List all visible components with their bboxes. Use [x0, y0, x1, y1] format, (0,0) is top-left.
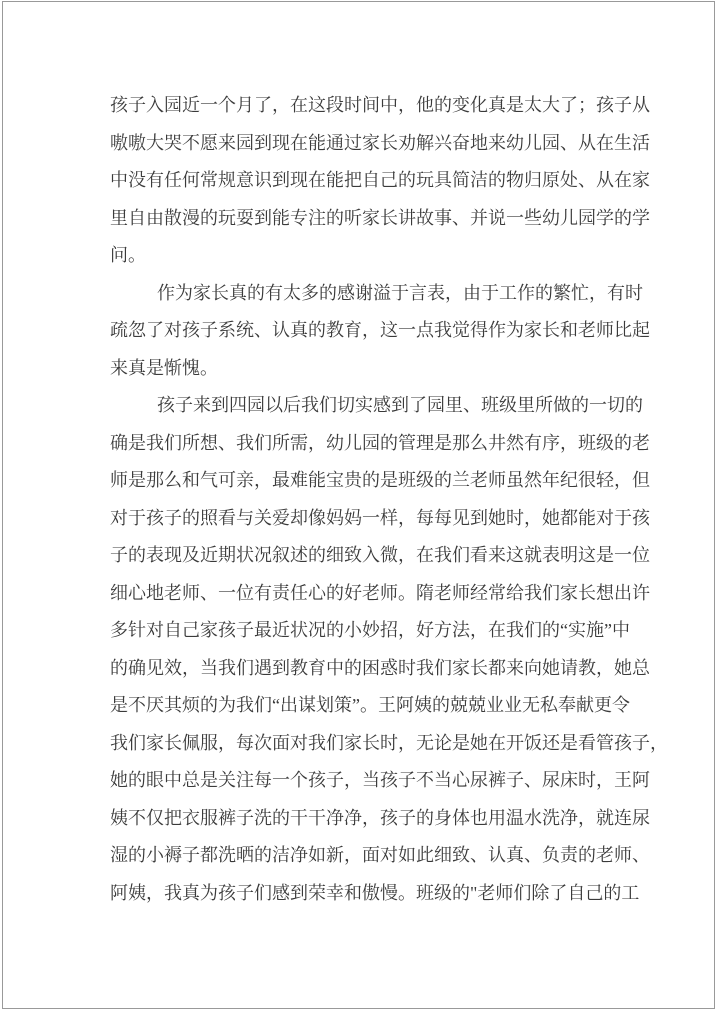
text-line: 多针对自己家孩子最近状况的小妙招，好方法，在我们的“实施”中 — [110, 620, 630, 640]
text-line: 阿姨，我真为孩子们感到荣幸和傲慢。班级的"老师们除了自己的工 — [110, 882, 640, 903]
text-line: 的确见效，当我们遇到教育中的困惑时我们家长都来向她请教，她总 — [110, 657, 650, 678]
text-line: 孩子入园近一个月了，在这段时间中，他的变化真是太大了；孩子从 — [110, 95, 650, 115]
text-line: 湿的小褥子都洗晒的洁净如新，面对如此细致、认真、负责的老师、 — [110, 845, 650, 865]
text-line: 中没有任何常规意识到现在能把自己的玩具简洁的物归原处、从在家 — [110, 170, 650, 190]
text-line: 问。 — [110, 245, 146, 265]
text-line: 师是那么和气可亲，最难能宝贵的是班级的兰老师虽然年纪很轻，但 — [110, 470, 650, 490]
text-line: 孩子来到四园以后我们切实感到了园里、班级里所做的一切的 — [157, 395, 643, 415]
text-line: 姨不仅把衣服裤子洗的干干净净，孩子的身体也用温水洗净，就连尿 — [110, 807, 650, 828]
text-line: 来真是惭愧。 — [110, 357, 218, 378]
text-line: 疏忽了对孩子系统、认真的教育，这一点我觉得作为家长和老师比起 — [110, 320, 650, 340]
text-line: 确是我们所想、我们所需，幼儿园的管理是那么井然有序，班级的老 — [110, 432, 650, 453]
text-line: 是不厌其烦的为我们“出谋划策”。王阿姨的兢兢业业无私奉献更令 — [110, 695, 630, 715]
text-line: 我们家长佩服，每次面对我们家长时，无论是她在开饭还是看管孩子， — [110, 732, 668, 753]
text-line: 嗷嗷大哭不愿来园到现在能通过家长劝解兴奋地来幼儿园、从在生活 — [110, 132, 650, 153]
text-line: 里自由散漫的玩耍到能专注的听家长讲故事、并说一些幼儿园学的学 — [110, 207, 650, 228]
text-line: 子的表现及近期状况叙述的细致入微，在我们看来这就表明这是一位 — [110, 545, 650, 565]
text-line: 对于孩子的照看与关爱却像妈妈一样，每每见到她时，她都能对于孩 — [110, 507, 650, 528]
text-line: 细心地老师、一位有责任心的好老师。隋老师经常给我们家长想出许 — [110, 582, 650, 603]
document-body — [110, 87, 668, 912]
text-line: 她的眼中总是关注每一个孩子，当孩子不当心尿裤子、尿床时，王阿 — [110, 770, 650, 790]
text-line: 作为家长真的有太多的感谢溢于言表，由于工作的繁忙，有时 — [157, 282, 643, 303]
